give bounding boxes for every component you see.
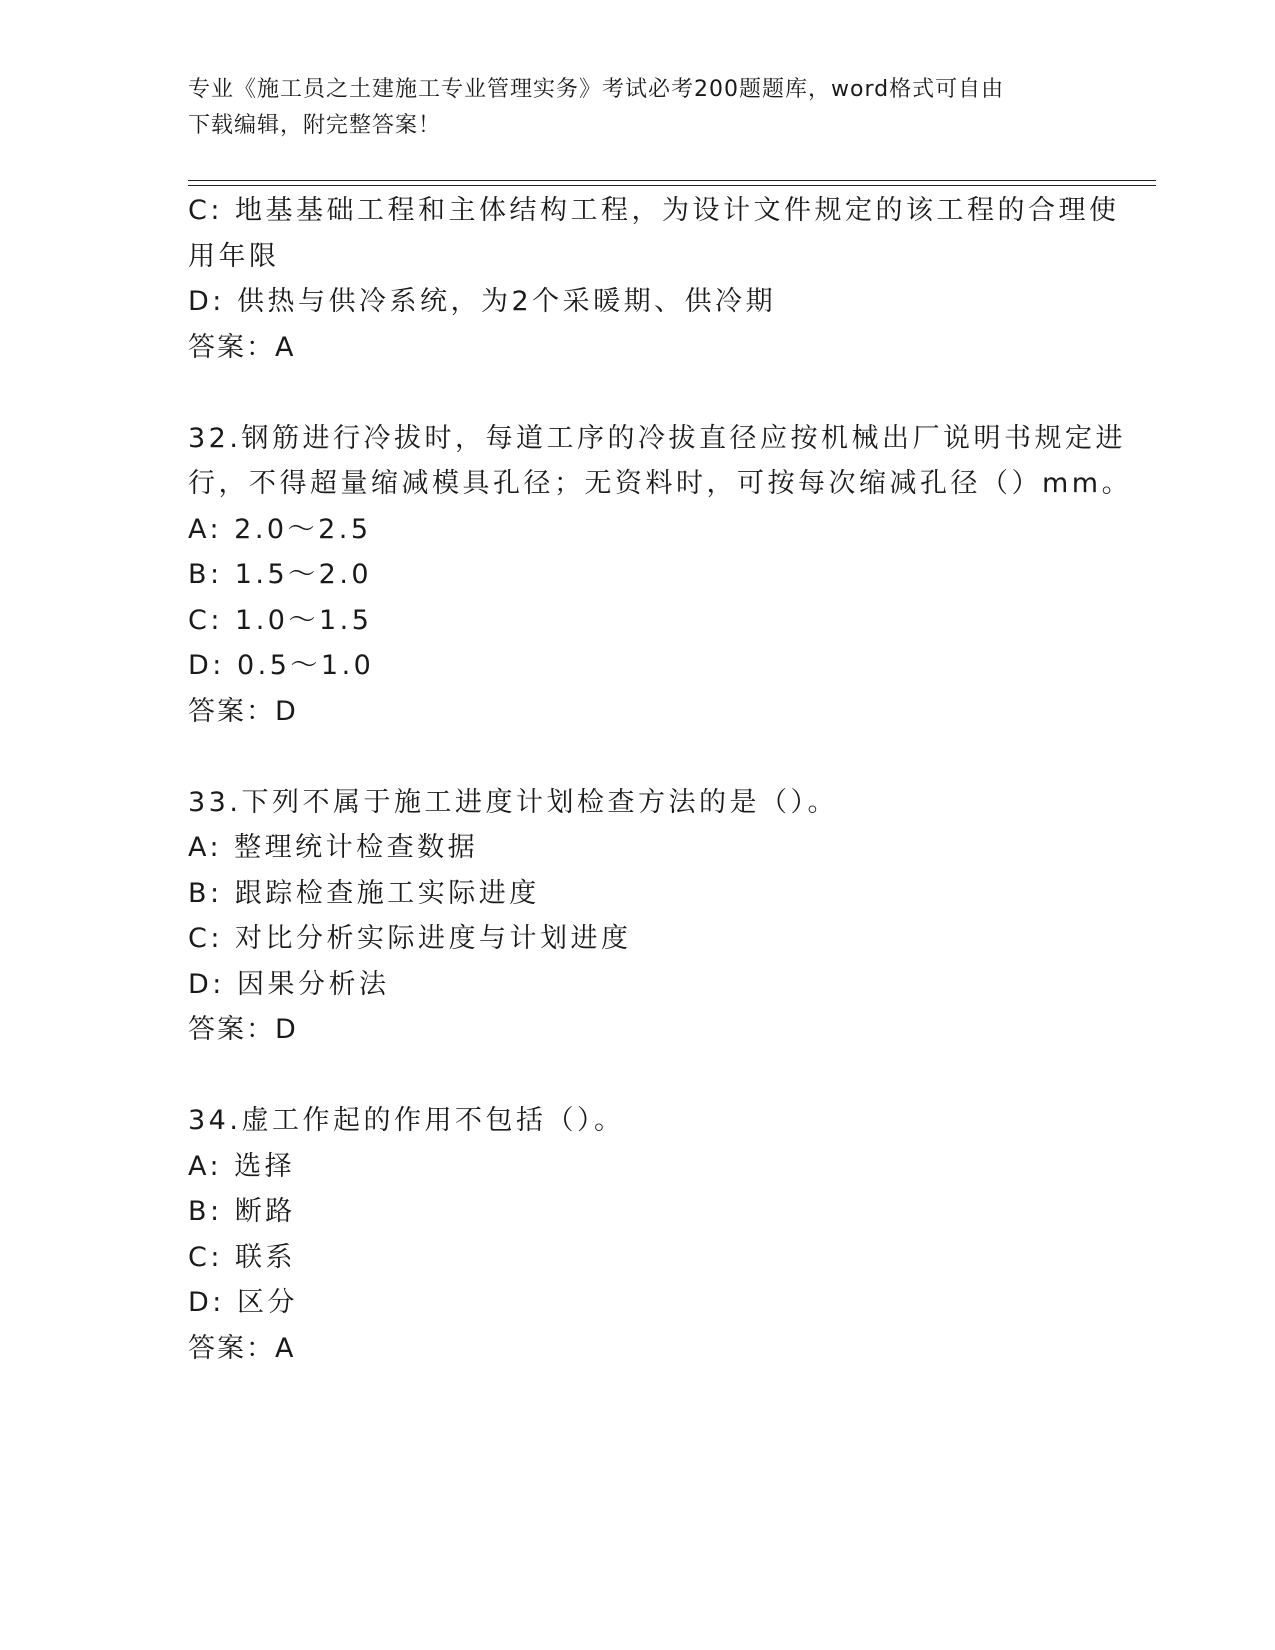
header-line-1: 专业《施工员之土建施工专业管理实务》考试必考200题题库，word格式可自由	[188, 77, 1005, 102]
answer-text: 答案：D	[188, 1014, 298, 1045]
option-b: B: 断路	[188, 1196, 296, 1227]
header-divider-bottom	[188, 185, 1156, 186]
option-d: D: 因果分析法	[188, 968, 390, 1000]
question-stem: 33.下列不属于施工进度计划检查方法的是（）。	[188, 786, 838, 818]
question-block-32	[188, 416, 1133, 735]
option-c: C: 对比分析实际进度与计划进度	[188, 923, 632, 954]
option-b: B: 跟踪检查施工实际进度	[188, 877, 540, 909]
answer-text: 答案：A	[188, 1332, 296, 1364]
answer-text: 答案：A	[188, 331, 296, 363]
option-d: D: 0.5～1.0	[188, 650, 375, 681]
header-divider-top	[188, 180, 1156, 181]
option-c: C: 1.0～1.5	[188, 604, 373, 636]
answer-text: 答案：D	[188, 695, 298, 727]
option-c: C: 联系	[188, 1241, 297, 1273]
document-header	[188, 72, 1088, 144]
question-content	[188, 188, 1133, 1371]
question-stem-line-1: 32.钢筋进行冷拔时，每道工序的冷拔直径应按机械出厂说明书规定进	[188, 422, 1126, 454]
question-block-31	[188, 188, 1120, 370]
option-a: A: 整理统计检查数据	[188, 832, 479, 863]
block-spacer	[188, 734, 1088, 780]
option-a: A: 2.0～2.5	[188, 513, 372, 545]
option-a: A: 选择	[188, 1150, 296, 1182]
question-stem-line-2: 行，不得超量缩减模具孔径；无资料时，可按每次缩减孔径（）mm。	[188, 468, 1133, 499]
option-d: D: 区分	[188, 1287, 298, 1318]
question-block-33	[188, 780, 1088, 1053]
option-b: B: 1.5～2.0	[188, 559, 373, 590]
option-c-line-1: C: 地基基础工程和主体结构工程，为设计文件规定的该工程的合理使	[188, 195, 1120, 226]
question-stem: 34.虚工作起的作用不包括（）。	[188, 1105, 625, 1136]
header-line-2: 下载编辑，附完整答案！	[188, 113, 442, 138]
option-c-line-2: 用年限	[188, 240, 280, 272]
option-d: D: 供热与供冷系统，为2个采暖期、供冷期	[188, 286, 777, 317]
block-spacer	[188, 1053, 1088, 1099]
block-spacer	[188, 370, 1088, 416]
question-block-34	[188, 1098, 1088, 1371]
